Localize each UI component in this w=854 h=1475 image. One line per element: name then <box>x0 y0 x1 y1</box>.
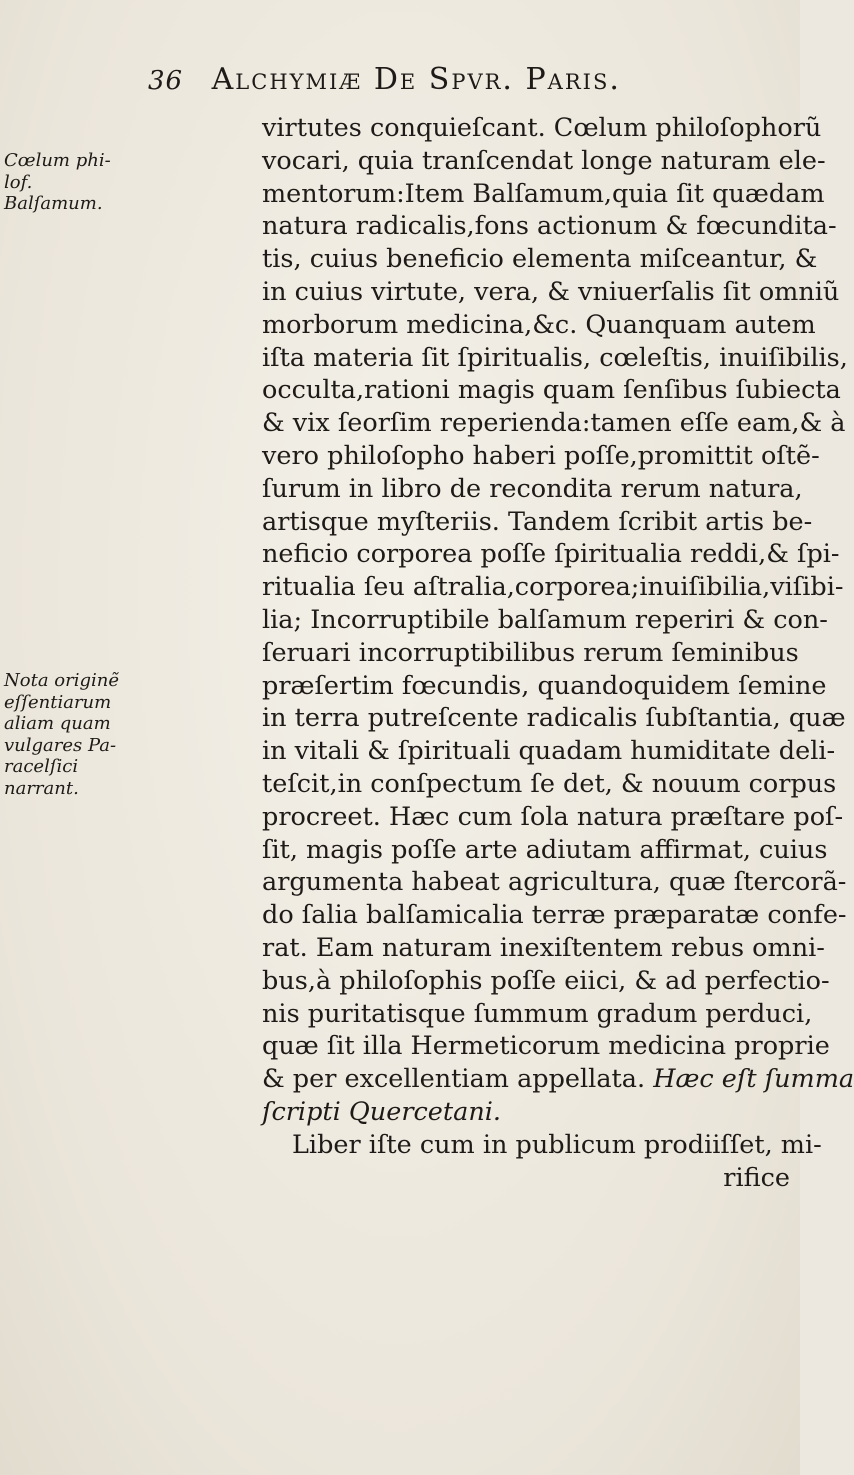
text-line: natura radicalis,fons actionum & fœcundita- <box>262 211 837 242</box>
text-line: & vix ſeorſim reperienda:tamen eſſe eam,& à <box>262 408 846 439</box>
text-line: occulta,rationi magis quam ſenſibus ſubiecta <box>262 375 841 406</box>
page-header <box>148 62 788 110</box>
text-line: præſertim fœcundis, quandoquidem ſemine <box>262 670 827 701</box>
margin-note-line: vulgares Pa- <box>4 734 117 756</box>
text-line: mentorum:Item Balſamum,quia ſit quædam <box>262 178 825 209</box>
text-line: vocari, quia tranſcendat longe naturam ele- <box>262 145 826 176</box>
margin-note-line: eſſentiarum <box>4 691 112 713</box>
text-line: quæ ſit illa Hermeticorum medicina proprie <box>262 1031 830 1062</box>
text-line: artisque myſteriis. Tandem ſcribit artis be- <box>262 506 813 537</box>
text-line: virtutes conquieſcant. Cœlum philoſophorũ <box>262 113 822 143</box>
text-line: morborum medicina,&c. Quanquam autem <box>262 309 816 340</box>
text-line: vero philoſopho haberi poſſe,promittit oſtẽ- <box>262 440 820 471</box>
page-number: 36 <box>148 66 184 96</box>
margin-note-line: aliam quam <box>4 713 111 734</box>
text-line: in terra putreſcente radicalis ſubſtantia, quæ <box>262 703 846 734</box>
text-line: ſit, magis poſſe arte adiutam affirmat, cuius <box>262 834 828 865</box>
text-line: ſurum in libro de recondita rerum natura, <box>262 473 803 504</box>
text-line: argumenta habeat agricultura, quæ ſtercorã- <box>262 867 847 898</box>
text-line: tis, cuius beneficio elementa miſceantur, & <box>262 244 818 275</box>
margin-note-origin <box>4 670 164 799</box>
margin-note-line: narrant. <box>4 777 79 799</box>
text-line: ſeruari incorruptibilibus rerum ſeminibus <box>262 637 799 668</box>
text-line: do ſalia balſamicalia terræ præparatæ confe- <box>262 900 847 931</box>
text-line: Liber iſte cum in publicum prodiiſſet, mi- <box>292 1129 822 1160</box>
text-line: teſcit,in conſpectum ſe det, & nouum corpus <box>262 768 837 799</box>
text-line: nis puritatisque ſummum gradum perduci, <box>262 998 813 1029</box>
text-line <box>262 1063 854 1096</box>
italic-line: ſcripti Quercetani. <box>262 1096 502 1127</box>
margin-note-line: lof. <box>4 171 33 193</box>
margin-note-line: Nota originẽ <box>4 670 119 691</box>
margin-note-caelum <box>4 150 164 215</box>
margin-note-line: Cœlum phi- <box>4 150 111 171</box>
text-line: ritualia ſeu aſtralia,corporea;inuiſibilia,viſibi- <box>262 572 844 603</box>
italic-phrase: Hæc eſt ſumma <box>653 1064 854 1095</box>
margin-note-line: Balſamum. <box>4 193 103 214</box>
text-line: neficio corporea poſſe ſpiritualia reddi,& ſpi- <box>262 539 840 570</box>
text-line: lia; Incorruptibile balſamum reperiri & con- <box>262 604 828 635</box>
text-line: rat. Eam naturam inexiſtentem rebus omni- <box>262 932 825 963</box>
text-line: iſta materia ſit ſpiritualis, cœleſtis, inuiſibilis, <box>262 342 848 373</box>
catchword: rifice <box>723 1162 790 1193</box>
body-text <box>262 112 854 1194</box>
margin-note-line: racelſici <box>4 756 79 777</box>
text-line-segment: & per excellentiam appellata. <box>262 1064 646 1095</box>
running-title: Alchymiæ De Spvr. Paris. <box>211 62 621 97</box>
text-line: procreet. Hæc cum ſola natura præſtare poſ- <box>262 801 844 832</box>
text-line: bus,à philoſophis poſſe eiici, & ad perfectio- <box>262 965 830 996</box>
text-line: in vitali & ſpirituali quadam humiditate deli- <box>262 736 836 767</box>
text-line: in cuius virtute, vera, & vniuerſalis ſit omniũ <box>262 276 840 307</box>
